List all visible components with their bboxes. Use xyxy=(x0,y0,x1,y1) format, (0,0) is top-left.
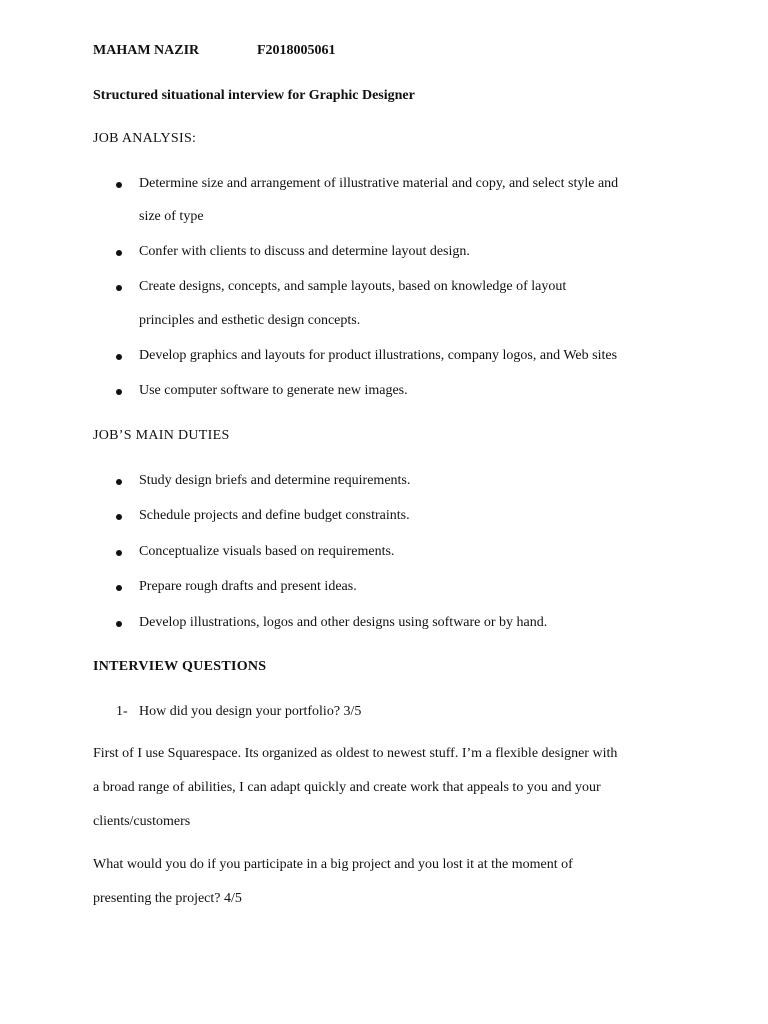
bullet-icon xyxy=(116,354,122,360)
question-text: How did you design your portfolio? 3/5 xyxy=(139,704,362,719)
list-item-continuation: size of type xyxy=(139,209,204,224)
list-item: Create designs, concepts, and sample layouts, based on knowledge of layout xyxy=(139,279,567,294)
bullet-icon xyxy=(116,621,122,627)
question-number: 1- xyxy=(116,704,128,719)
list-item-continuation: principles and esthetic design concepts. xyxy=(139,313,361,328)
list-item: Develop illustrations, logos and other designs using software or by hand. xyxy=(139,615,548,630)
job-analysis-heading: JOB ANALYSIS: xyxy=(93,131,197,146)
bullet-icon xyxy=(116,514,122,520)
bullet-icon xyxy=(116,182,122,188)
list-item: Conceptualize visuals based on requirements. xyxy=(139,544,395,559)
bullet-icon xyxy=(116,585,122,591)
list-item: Schedule projects and define budget constraints. xyxy=(139,508,410,523)
list-item: Study design briefs and determine requirements. xyxy=(139,473,411,488)
list-item: Use computer software to generate new images. xyxy=(139,383,408,398)
bullet-icon xyxy=(116,479,122,485)
answer-line: First of I use Squarespace. Its organized as oldest to newest stuff. I’m a flexible designer with xyxy=(93,746,618,761)
question-line: presenting the project? 4/5 xyxy=(93,891,242,906)
student-id: F2018005061 xyxy=(257,43,336,58)
list-item: Confer with clients to discuss and determine layout design. xyxy=(139,244,470,259)
answer-line: a broad range of abilities, I can adapt quickly and create work that appeals to you and your xyxy=(93,780,601,795)
bullet-icon xyxy=(116,250,122,256)
list-item: Determine size and arrangement of illustrative material and copy, and select style and xyxy=(139,176,619,191)
interview-heading: INTERVIEW QUESTIONS xyxy=(93,659,267,674)
bullet-icon xyxy=(116,285,122,291)
answer-line: clients/customers xyxy=(93,814,191,829)
list-item: Prepare rough drafts and present ideas. xyxy=(139,579,357,594)
bullet-icon xyxy=(116,389,122,395)
question-line: What would you do if you participate in a big project and you lost it at the moment of xyxy=(93,857,573,872)
main-duties-heading: JOB’S MAIN DUTIES xyxy=(93,428,230,443)
list-item: Develop graphics and layouts for product illustrations, company logos, and Web sites xyxy=(139,348,618,363)
author-name: MAHAM NAZIR xyxy=(93,43,200,58)
bullet-icon xyxy=(116,550,122,556)
document-title: Structured situational interview for Graphic Designer xyxy=(93,88,415,103)
